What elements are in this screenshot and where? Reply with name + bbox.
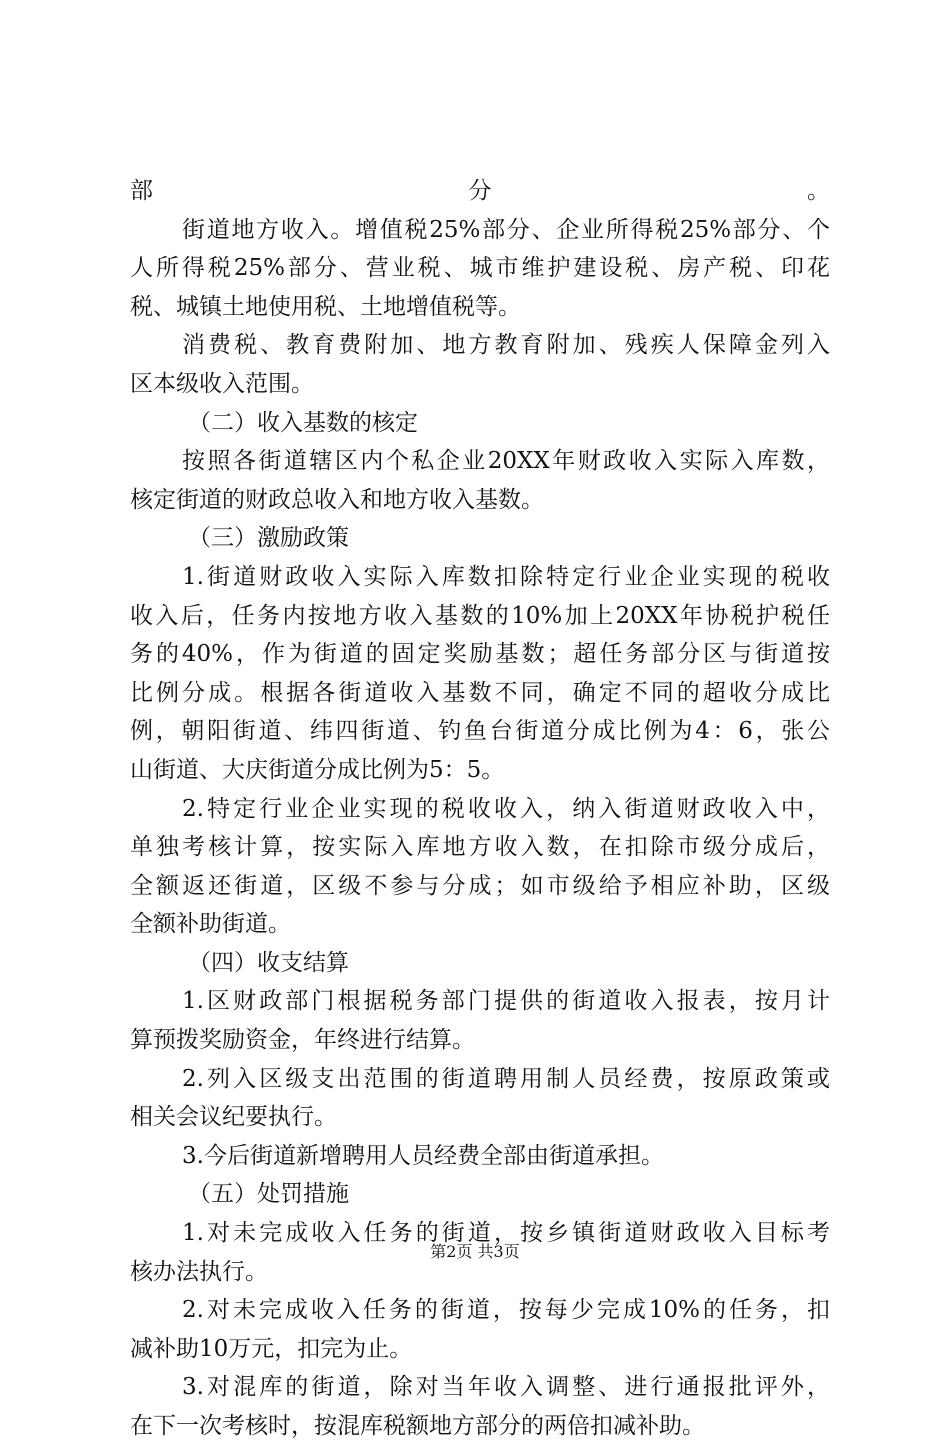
text-line: 消费税、教育费附加、地方教育附加、残疾人保障金列入 xyxy=(182,332,830,359)
text-line: 全额补助街道。 xyxy=(130,911,291,938)
text-line: 在下一次考核时，按混库税额地方部分的两倍扣减补助。 xyxy=(130,1413,705,1439)
text-line: 2.对未完成收入任务的街道，按每少完成10%的任务，扣 xyxy=(182,1297,830,1324)
text-line: 例，朝阳街道、纬四街道、钓鱼台街道分成比例为4：6，张公 xyxy=(130,718,830,745)
text-line: 3.对混库的街道，除对当年收入调整、进行通报批评外， xyxy=(182,1374,830,1401)
text-line: 减补助10万元，扣完为止。 xyxy=(130,1335,413,1362)
section-heading: （二）收入基数的核定 xyxy=(188,409,418,436)
section-heading: （三）激励政策 xyxy=(188,525,349,552)
text-line: 2.列入区级支出范围的街道聘用制人员经费，按原政策或 xyxy=(182,1065,830,1092)
text-line: 人所得税25%部分、营业税、城市维护建设税、房产税、印花 xyxy=(130,255,830,282)
text-line: 税、城镇土地使用税、土地增值税等。 xyxy=(130,293,521,320)
page-number-footer: 第2页 共3页 xyxy=(430,1242,520,1261)
text-line: 按照各街道辖区内个私企业20XX年财政收入实际入库数， xyxy=(182,448,830,475)
text-line: 核办法执行。 xyxy=(130,1258,268,1285)
text-line: 单独考核计算，按实际入库地方收入数，在扣除市级分成后， xyxy=(130,834,830,861)
text-line: 部分。 xyxy=(130,178,830,204)
text-line: 1.街道财政收入实际入库数扣除特定行业企业实现的税收 xyxy=(182,563,830,590)
text-line: 务的40%，作为街道的固定奖励基数；超任务部分区与街道按 xyxy=(130,641,830,668)
text-line: 全额返还街道，区级不参与分成；如市级给予相应补助，区级 xyxy=(130,872,830,899)
text-line: 街道地方收入。增值税25%部分、企业所得税25%部分、个 xyxy=(182,216,830,243)
text-line: 相关会议纪要执行。 xyxy=(130,1104,337,1131)
text-line: 1.区财政部门根据税务部门提供的街道收入报表，按月计 xyxy=(182,988,830,1015)
section-heading: （五）处罚措施 xyxy=(188,1181,349,1208)
text-line: 1.对未完成收入任务的街道，按乡镇街道财政收入目标考 xyxy=(182,1220,830,1247)
text-line: 区本级收入范围。 xyxy=(130,370,314,397)
text-line: 核定街道的财政总收入和地方收入基数。 xyxy=(130,486,544,513)
text-line: 3.今后街道新增聘用人员经费全部由街道承担。 xyxy=(182,1142,664,1169)
text-line: 算预拨奖励资金，年终进行结算。 xyxy=(130,1027,475,1054)
text-line: 比例分成。根据各街道收入基数不同，确定不同的超收分成比 xyxy=(130,679,830,706)
text-line: 2.特定行业企业实现的税收收入，纳入街道财政收入中， xyxy=(182,795,830,822)
text-line: 山街道、大庆街道分成比例为5：5。 xyxy=(130,756,505,783)
text-line: 收入后，任务内按地方收入基数的10%加上20XX年协税护税任 xyxy=(130,602,830,629)
section-heading: （四）收支结算 xyxy=(188,949,349,976)
